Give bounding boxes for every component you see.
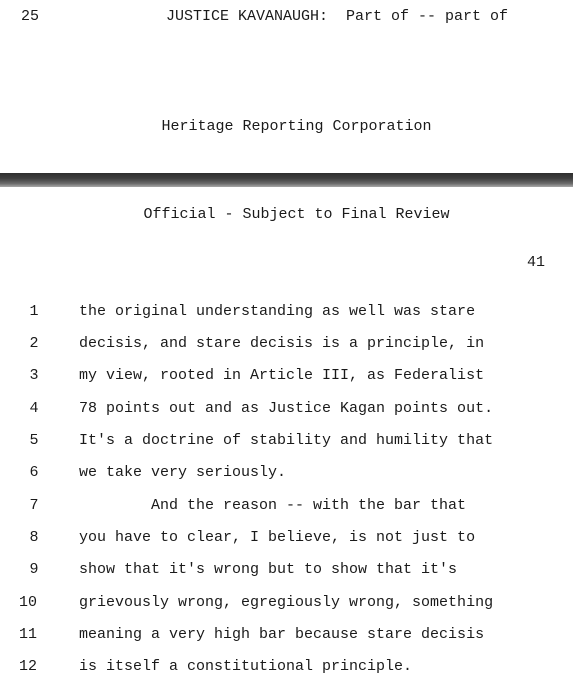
line-number: 10 <box>18 594 37 611</box>
transcript-line: And the reason -- with the bar that <box>79 497 467 514</box>
page-divider <box>0 173 573 187</box>
line-number: 6 <box>29 464 39 481</box>
page-footer: Heritage Reporting Corporation <box>161 118 432 135</box>
line-number: 9 <box>29 561 39 578</box>
line-number: 25 <box>20 8 39 25</box>
transcript-line: you have to clear, I believe, is not just to <box>79 529 476 546</box>
line-number: 7 <box>29 497 39 514</box>
transcript-line: 78 points out and as Justice Kagan points out. <box>79 400 494 417</box>
transcript-line: show that it's wrong but to show that it's <box>79 561 458 578</box>
line-number: 1 <box>29 303 39 320</box>
transcript-line: we take very seriously. <box>79 464 287 481</box>
transcript-line: decisis, and stare decisis is a principle, in <box>79 335 485 352</box>
transcript-line: meaning a very high bar because stare decisis <box>79 626 485 643</box>
transcript-line: is itself a constitutional principle. <box>79 658 413 675</box>
page-header: Official - Subject to Final Review <box>143 206 450 223</box>
line-number: 8 <box>29 529 39 546</box>
line-number: 12 <box>18 658 37 675</box>
transcript-line: JUSTICE KAVANAUGH: Part of -- part of <box>166 8 509 25</box>
transcript-line: my view, rooted in Article III, as Federalist <box>79 367 485 384</box>
line-number: 2 <box>29 335 39 352</box>
transcript-line: It's a doctrine of stability and humility that <box>79 432 494 449</box>
line-number: 11 <box>18 626 37 643</box>
transcript-line: the original understanding as well was stare <box>79 303 476 320</box>
transcript-line: grievously wrong, egregiously wrong, something <box>79 594 494 611</box>
page-number: 41 <box>527 254 546 271</box>
line-number: 3 <box>29 367 39 384</box>
line-number: 5 <box>29 432 39 449</box>
line-number: 4 <box>29 400 39 417</box>
